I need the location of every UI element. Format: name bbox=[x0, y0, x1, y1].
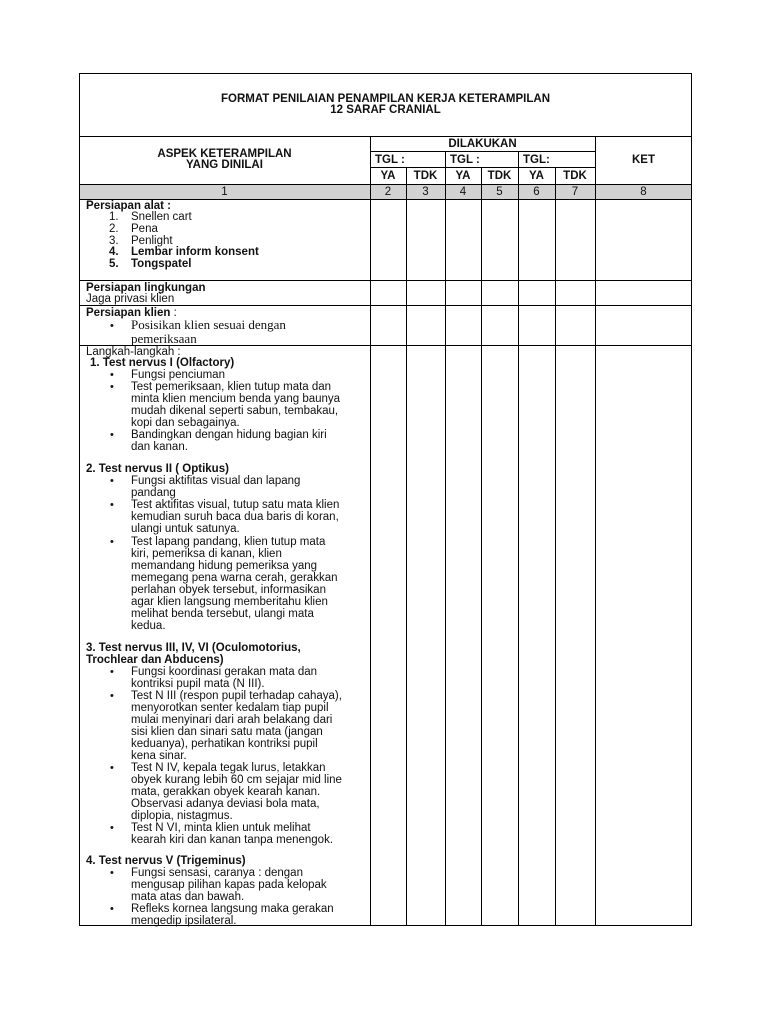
colnum-7: 7 bbox=[571, 186, 579, 198]
bullet-glyph: • bbox=[110, 903, 114, 915]
n1-b2-l3: mudah dikenal seperti sabun, tembakau, bbox=[131, 405, 339, 417]
form-title-line1: FORMAT PENILAIAN PENAMPILAN KERJA KETERAMPILAN bbox=[220, 93, 551, 105]
n2-b3-l2: kiri, pemeriksa di kanan, klien bbox=[131, 548, 282, 560]
col-sep-tgl2 bbox=[518, 151, 519, 926]
aspect-header-line1: ASPEK KETERAMPILAN bbox=[157, 148, 292, 160]
col-sep-ket bbox=[595, 136, 596, 926]
bullet-glyph: • bbox=[110, 320, 114, 332]
tgl-header-1: TGL : bbox=[375, 154, 405, 166]
alat-item-2: Pena bbox=[131, 223, 158, 235]
n3-b1-l1: Fungsi koordinasi gerakan mata dan bbox=[131, 666, 318, 678]
n2-b2-l2: kemudian suruh baca dua baris di koran, bbox=[131, 511, 339, 523]
n2-b2-l1: Test aktifitas visual, tutup satu mata klien bbox=[131, 499, 340, 511]
alat-item-3: Penlight bbox=[131, 235, 173, 247]
n2-b1-l1: Fungsi aktifitas visual dan lapang bbox=[131, 475, 301, 487]
ya-header-2: YA bbox=[455, 170, 471, 182]
n1-b3-l1: Bandingkan dengan hidung bagian kiri bbox=[131, 429, 327, 441]
tdk-header-2: TDK bbox=[487, 170, 512, 182]
aspect-header-line2: YANG DINILAI bbox=[186, 159, 263, 171]
dilakukan-header: DILAKUKAN bbox=[448, 138, 517, 150]
n2-b3-l3: memandang hidung pemeriksa yang bbox=[131, 560, 318, 572]
n3-b3-l4: Observasi adanya deviasi bola mata, bbox=[131, 798, 320, 810]
tgl-header-2: TGL : bbox=[450, 154, 480, 166]
colnum-3: 3 bbox=[422, 186, 429, 198]
colnum-1: 1 bbox=[221, 186, 228, 198]
n3-heading-line2: Trochlear dan Abducens) bbox=[86, 654, 224, 666]
n2-b3-l1: Test lapang pandang, klien tutup mata bbox=[131, 536, 326, 548]
rule-title-bottom bbox=[79, 136, 692, 137]
tgl-header-3: TGL: bbox=[523, 154, 550, 166]
rule-dilakukan-bottom bbox=[370, 151, 595, 152]
bullet-glyph: • bbox=[110, 369, 114, 381]
bullet-glyph: • bbox=[110, 867, 114, 879]
col-sep-ya1 bbox=[406, 167, 407, 926]
n2-b3-l6: agar klien langsung memberitahu klien bbox=[131, 596, 328, 608]
n3-b4-l2: kearah kiri dan kanan tanpa menengok. bbox=[131, 834, 334, 846]
bullet-glyph: • bbox=[110, 381, 114, 393]
alat-num-3: 3. bbox=[109, 235, 119, 247]
n2-b3-l8: kedua. bbox=[131, 620, 166, 632]
n1-b1-l1: Fungsi penciuman bbox=[131, 369, 225, 381]
rule-head-bottom bbox=[79, 184, 692, 185]
bullet-glyph: • bbox=[110, 499, 114, 511]
bullet-glyph: • bbox=[110, 429, 114, 441]
bullet-glyph: • bbox=[110, 666, 114, 678]
n4-b2-l1: Refleks kornea langsung maka gerakan bbox=[131, 903, 334, 915]
n1-b3-l2: dan kanan. bbox=[131, 441, 188, 453]
lingkungan-text: Jaga privasi klien bbox=[86, 293, 175, 305]
n3-b3-l3: mata, gerakkan obyek kearah kanan. bbox=[131, 786, 321, 798]
alat-num-4: 4. bbox=[109, 246, 119, 258]
n1-heading: 1. Test nervus I (Olfactory) bbox=[90, 357, 235, 369]
klien-colon: : bbox=[170, 307, 177, 319]
bullet-glyph: • bbox=[110, 690, 114, 702]
klien-heading: Persiapan klien bbox=[86, 307, 171, 319]
n3-b2-l3: mulai menyinari dari arah belakang dari bbox=[131, 714, 333, 726]
ya-header-3: YA bbox=[529, 170, 544, 182]
klien-bullet-line2: pemeriksaan bbox=[131, 331, 197, 346]
n3-b2-l6: kena sinar. bbox=[131, 750, 187, 762]
n3-b2-l4: sisi klien dan sinari satu mata (jangan bbox=[131, 726, 323, 738]
klien-bullet-line1: Posisikan klien sesuai dengan bbox=[131, 317, 286, 332]
alat-heading: Persiapan alat : bbox=[86, 200, 172, 212]
colnum-4: 4 bbox=[459, 186, 467, 198]
n3-b2-l1: Test N III (respon pupil terhadap cahaya), bbox=[131, 690, 342, 702]
colnum-2: 2 bbox=[384, 186, 392, 198]
form-title-line2: 12 SARAF CRANIAL bbox=[330, 104, 441, 116]
n3-b2-l2: menyorotkan senter kedalam tiap pupil bbox=[131, 702, 329, 714]
colnum-8: 8 bbox=[640, 186, 647, 198]
n2-heading: 2. Test nervus II ( Optikus) bbox=[86, 463, 229, 475]
n4-b1-l3: mata atas dan bawah. bbox=[131, 891, 245, 903]
n3-b3-l1: Test N IV, kepala tegak lurus, letakkan bbox=[131, 762, 326, 774]
bullet-glyph: • bbox=[110, 475, 114, 487]
n3-b4-l1: Test N VI, minta klien untuk melihat bbox=[131, 822, 311, 834]
alat-item-4: Lembar inform konsent bbox=[131, 246, 259, 258]
n1-b2-l1: Test pemeriksaan, klien tutup mata dan bbox=[131, 381, 332, 393]
n3-heading-line1: 3. Test nervus III, IV, VI (Oculomotorius, bbox=[86, 642, 301, 654]
alat-item-1: Snellen cart bbox=[131, 211, 192, 223]
col-sep-ya3 bbox=[555, 167, 556, 926]
n2-b1-l2: pandang bbox=[131, 487, 176, 499]
colnum-6: 6 bbox=[533, 186, 540, 198]
bullet-glyph: • bbox=[110, 822, 114, 834]
n2-b3-l7: melihat benda tersebut, ulangi mata bbox=[131, 608, 314, 620]
col-sep-ya2 bbox=[481, 167, 482, 926]
n4-heading: 4. Test nervus V (Trigeminus) bbox=[86, 855, 246, 867]
bullet-glyph: • bbox=[110, 536, 114, 548]
n4-b1-l2: mengusap pilihan kapas pada kelopak bbox=[131, 879, 327, 891]
n1-b2-l2: minta klien mencium benda yang baunya bbox=[131, 393, 341, 405]
col-sep-aspect bbox=[370, 136, 371, 926]
n2-b3-l5: perlahan obyek tersebut, informasikan bbox=[131, 584, 326, 596]
alat-item-5: Tongspatel bbox=[131, 258, 192, 270]
rule-alat-bottom bbox=[79, 280, 692, 281]
alat-num-5: 5. bbox=[109, 258, 119, 270]
n4-b1-l1: Fungsi sensasi, caranya : dengan bbox=[131, 867, 303, 879]
alat-num-2: 2. bbox=[109, 223, 119, 235]
colnum-5: 5 bbox=[496, 186, 503, 198]
tdk-header-3: TDK bbox=[563, 170, 587, 182]
ya-header-1: YA bbox=[380, 170, 396, 182]
n3-b3-l2: obyek kurang lebih 60 cm sejajar mid line bbox=[131, 774, 342, 786]
n3-b1-l2: kontriksi pupil mata (N III). bbox=[131, 678, 265, 690]
ket-header: KET bbox=[632, 154, 655, 166]
n4-b2-l2: mengedip ipsilateral. bbox=[131, 915, 237, 927]
n2-b2-l3: ulangi untuk satunya. bbox=[131, 523, 240, 535]
n1-b2-l4: kopi dan sebagainya. bbox=[131, 417, 240, 429]
bullet-glyph: • bbox=[110, 762, 114, 774]
n3-b2-l5: keduanya), perhatikan kontriksi pupil bbox=[131, 738, 318, 750]
lingkungan-heading: Persiapan lingkungan bbox=[86, 282, 206, 294]
tdk-header-1: TDK bbox=[413, 170, 438, 182]
rule-lingkungan-bottom bbox=[79, 305, 692, 306]
col-sep-tgl1 bbox=[445, 151, 446, 926]
n2-b3-l4: memegang pena warna cerah, gerakkan bbox=[131, 572, 338, 584]
langkah-intro: Langkah-langkah : bbox=[86, 346, 181, 358]
n3-b3-l5: diplopia, nistagmus. bbox=[131, 810, 233, 822]
alat-num-1: 1. bbox=[109, 211, 119, 223]
rule-tgl-bottom bbox=[370, 167, 595, 168]
